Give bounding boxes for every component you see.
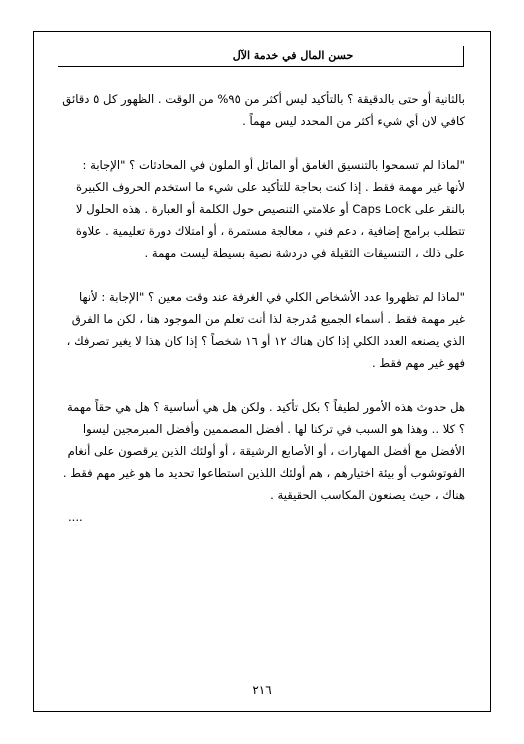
paragraph-3: "لماذا لم تظهروا عدد الأشخاص الكلي في الغرفة عند وقت معين ؟ "الإجابة : لأنها غير مهمة فقط . أسماء الجميع مُدرجة لذا أنت تعلم من الموجود هنا ، لكن ما الفرق الذي يصنعه العدد الكلي إذا كان هناك ١٢ أو ١٦ شخصاً ؟ إذا كان هذا لا يغير تصرفك ، فهو غير مهم فقط . — [66, 290, 465, 370]
header-corner-mark — [463, 46, 464, 67]
header-rule — [58, 66, 464, 67]
paragraph-1: بالثانية أو حتى بالدقيقة ؟ بالتأكيد ليس أكثر من ٩٥% من الوقت . الظهور كل ٥ دقائق كافي لان أي شيء أكثر من المحدد ليس مهماً . — [62, 92, 465, 128]
trailing-ellipsis: .... — [68, 510, 83, 524]
page-number: ٢١٦ — [252, 683, 272, 697]
running-header — [58, 46, 464, 68]
body-text — [62, 88, 465, 528]
paragraph-4: هل حدوث هذه الأمور لطيفاً ؟ بكل تأكيد . ولكن هل هي أساسية ؟ هل هي حقاً مهمة ؟ كلا .. وهذا هو السبب في تركنا لها . أفضل المصممين وأفضل المبرمجين ليسوا الأفضل مع أفضل المهارات ، أو الأصابع الرشيقة ، أو أولئك الذين يرقصون على أنغام الفوتوشوب أو بيئة اختيارهم ، هم أولئك اللذين استطاعوا تحديد ما هو غير مهم فقط . هناك ، حيث يصنعون المكاسب الحقيقية . — [62, 400, 465, 502]
paragraph-2: "لماذا لم تسمحوا بالتنسيق الغامق أو المائل أو الملون في المحادثات ؟ "الإجابة : لأنها غير مهمة فقط . إذا كنت بحاجة للتأكيد على شيء ما استخدم الحروف الكبيرة بالنقر على Caps Lock أو علامتي التنصيص حول الكلمة أو العبارة . هذه الحلول لا تتطلب برامج إضافية ، دعم فني ، معالجة مستمرة ، أو امتلاك دورة تعليمية . علاوة على ذلك ، التنسيقات الثقيلة في دردشة نصية بسيطة ليست مهمة . — [75, 158, 465, 260]
header-title: حسن المال في خدمة الآل — [232, 49, 354, 62]
